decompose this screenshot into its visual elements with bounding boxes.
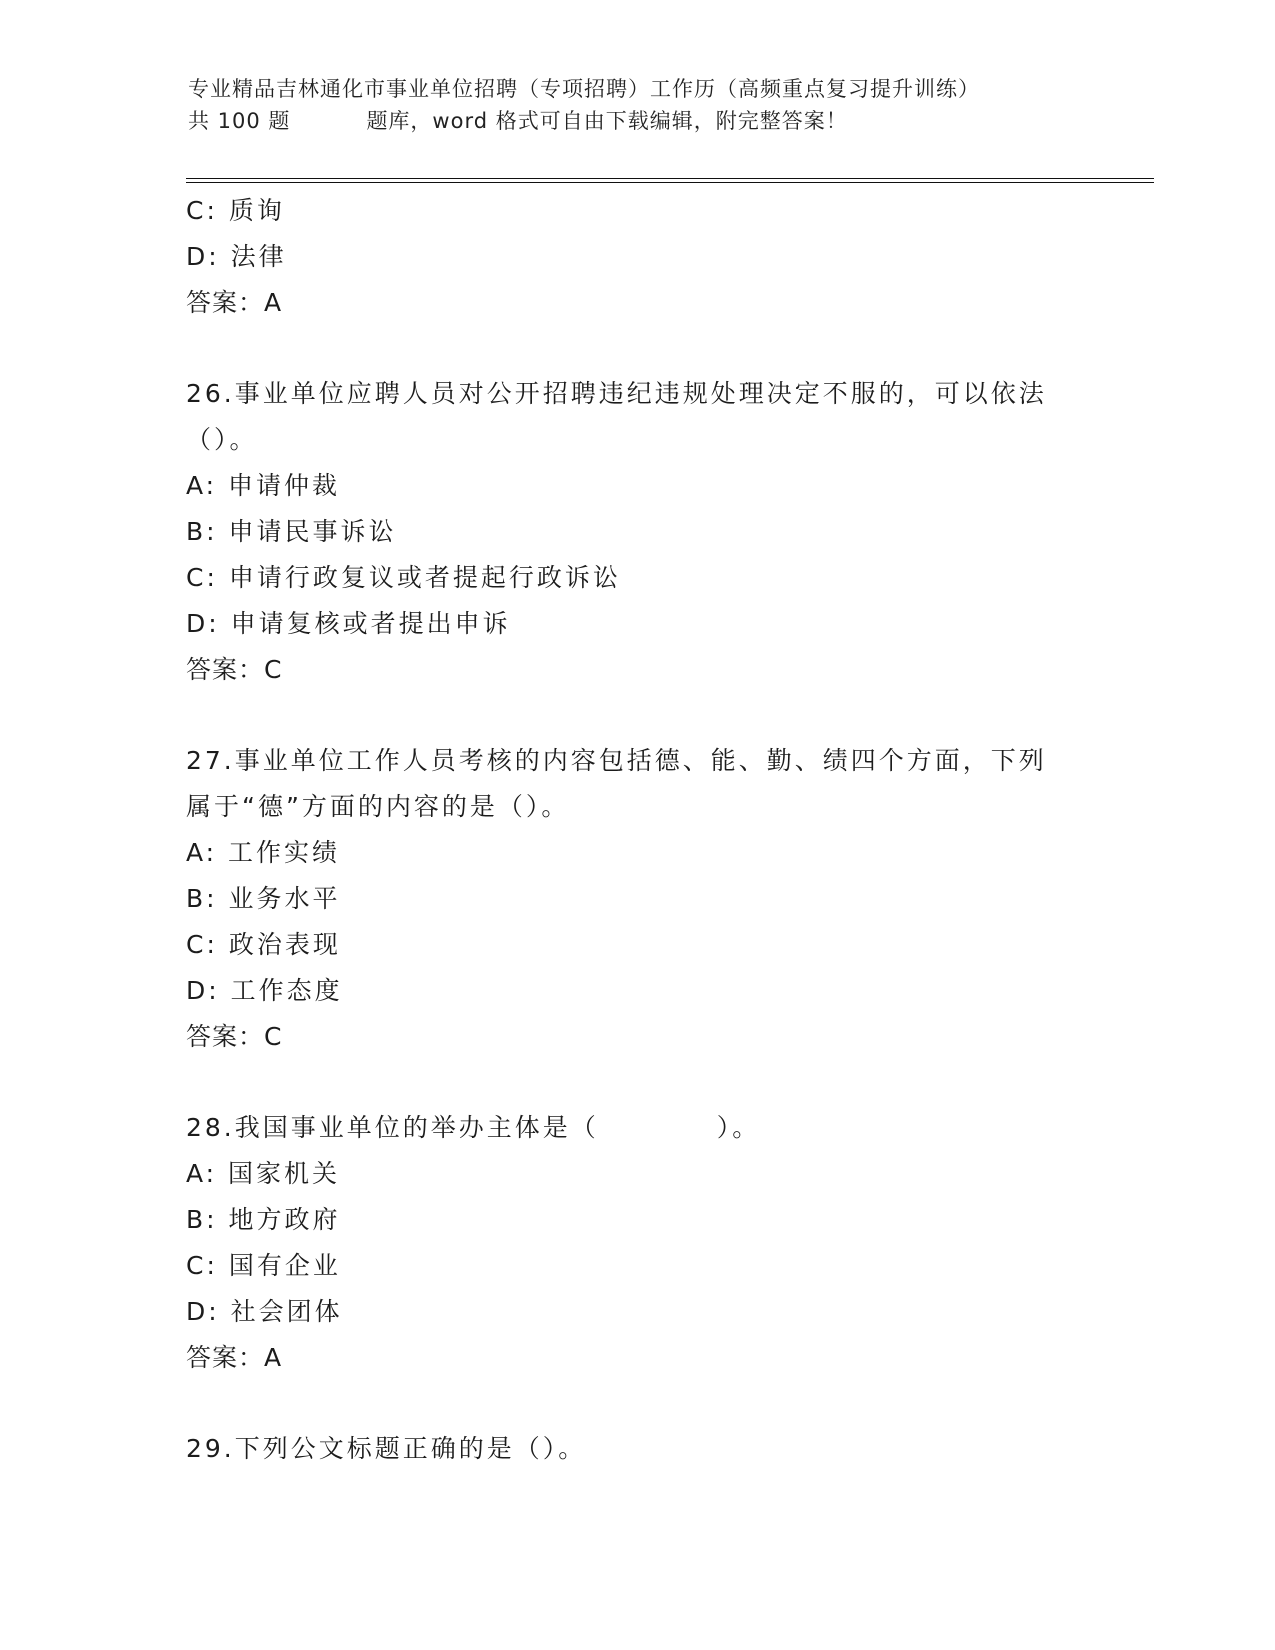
option-d: D: 社会团体 — [186, 1297, 343, 1326]
page-header — [188, 73, 1148, 137]
option-b: B: 申请民事诉讼 — [186, 517, 397, 546]
answer-line: 答案：C — [186, 1022, 283, 1051]
header-subtitle — [188, 105, 1148, 137]
question-stem: 29.下列公文标题正确的是（）。 — [186, 1434, 587, 1463]
option-c: C: 政治表现 — [186, 930, 341, 959]
answer-line: 答案：C — [186, 655, 283, 684]
question-stem: 27.事业单位工作人员考核的内容包括德、能、勤、绩四个方面，下列 — [186, 746, 1047, 775]
spacer — [186, 1060, 1086, 1105]
question-25-tail — [186, 188, 1086, 326]
option-c: C: 申请行政复议或者提起行政诉讼 — [186, 563, 621, 592]
question-stem-left: 28.我国事业单位的举办主体是（ — [186, 1113, 599, 1142]
question-stem-continued: 属于“德”方面的内容的是（）。 — [186, 792, 570, 821]
question-list — [186, 188, 1086, 1472]
spacer — [186, 693, 1086, 738]
question-stem — [186, 1105, 1086, 1151]
question-26 — [186, 371, 1086, 693]
option-d: D: 法律 — [186, 242, 287, 271]
header-title: 专业精品吉林通化市事业单位招聘（专项招聘）工作历（高频重点复习提升训练） — [188, 77, 980, 101]
option-a: A: 国家机关 — [186, 1159, 341, 1188]
option-a: A: 工作实绩 — [186, 838, 341, 867]
option-c: C: 国有企业 — [186, 1251, 341, 1280]
option-a: A: 申请仲裁 — [186, 471, 341, 500]
option-d: D: 申请复核或者提出申诉 — [186, 609, 511, 638]
option-d: D: 工作态度 — [186, 976, 343, 1005]
option-b: B: 业务水平 — [186, 884, 341, 913]
question-stem: 26.事业单位应聘人员对公开招聘违纪违规处理决定不服的，可以依法 — [186, 379, 1047, 408]
answer-line: 答案：A — [186, 288, 283, 317]
header-question-count: 共 100 题 — [188, 109, 291, 133]
question-29 — [186, 1426, 1086, 1472]
option-b: B: 地方政府 — [186, 1205, 341, 1234]
header-double-rule — [186, 178, 1154, 183]
option-c: C: 质询 — [186, 196, 285, 225]
spacer — [186, 326, 1086, 371]
question-27 — [186, 738, 1086, 1060]
question-stem-continued: （）。 — [186, 425, 258, 454]
header-format-note: 题库，word 格式可自由下载编辑，附完整答案！ — [366, 109, 848, 133]
answer-line: 答案：A — [186, 1343, 283, 1372]
question-28 — [186, 1105, 1086, 1381]
spacer — [186, 1381, 1086, 1426]
question-stem-right: ）。 — [716, 1113, 761, 1142]
